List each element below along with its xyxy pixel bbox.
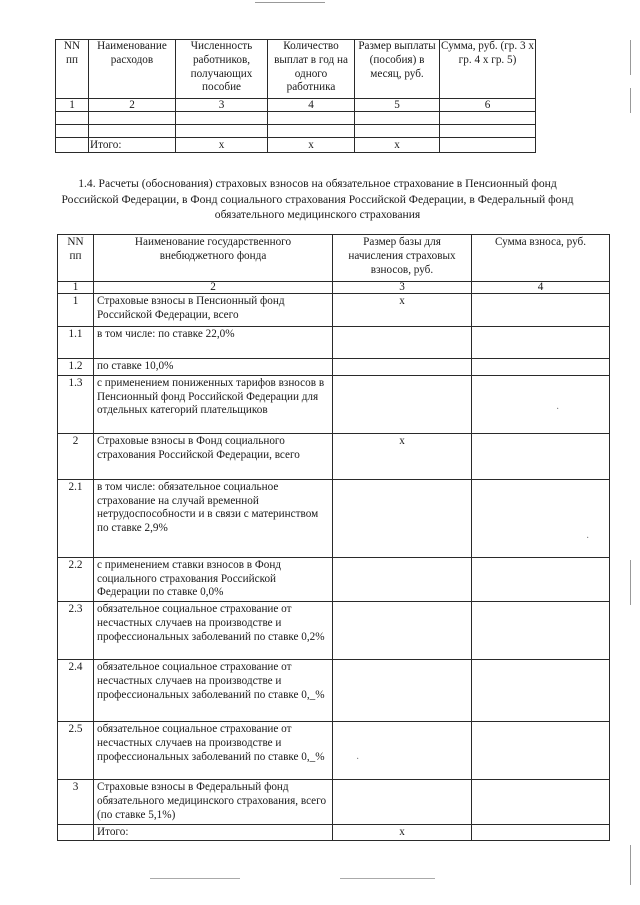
base-value: [333, 780, 472, 824]
scan-mark-right: [630, 845, 631, 885]
row-number: [58, 824, 94, 841]
fund-name: по ставке 10,0%: [94, 359, 333, 376]
table-row: [58, 780, 610, 824]
fund-name: Страховые взносы в Фонд социального страхования Российской Федерации, всего: [94, 433, 333, 479]
table-row: [56, 112, 536, 125]
sum-value: [472, 780, 610, 824]
column-number: 2: [89, 99, 176, 112]
table-header-row: [58, 235, 610, 282]
sum-value: [472, 479, 610, 557]
table-cell: [176, 112, 268, 125]
fund-name: Страховые взносы в Федеральный фонд обязательного медицинского страхования, всего (по ставке 5,1%): [94, 780, 333, 824]
base-value: x: [333, 824, 472, 841]
table-cell: [355, 112, 440, 125]
sum-value: [472, 824, 610, 841]
scan-mark-bottom: [340, 878, 435, 879]
sum-value: [472, 359, 610, 376]
sum-value: [472, 660, 610, 722]
base-value: [333, 479, 472, 557]
row-number: 2.1: [58, 479, 94, 557]
total-cell: [440, 138, 536, 153]
column-number-row: [58, 282, 610, 294]
scan-mark-right: [630, 88, 631, 113]
column-number: 6: [440, 99, 536, 112]
column-number: 1: [56, 99, 89, 112]
scan-dot: ·: [586, 533, 590, 544]
total-cell: [56, 138, 89, 153]
table-row: [58, 375, 610, 433]
table-cell: [56, 112, 89, 125]
table-row: [58, 327, 610, 359]
header-cell-payments-count: Количество выплат в год на одного работника: [268, 40, 355, 99]
base-value: [333, 722, 472, 780]
total-row: [58, 824, 610, 841]
total-cell: x: [355, 138, 440, 153]
fund-name: обязательное социальное страхование от несчастных случаев на производстве и профессиональных заболеваний по ставке 0,_%: [94, 660, 333, 722]
scan-mark-bottom: [150, 878, 240, 879]
header-cell-nn: NN пп: [58, 235, 94, 282]
row-number: 1.2: [58, 359, 94, 376]
section-heading: 1.4. Расчеты (обоснования) страховых взносов на обязательное страхование в Пенсионный фонд Российской Федерации, в Фонд социального страхования Российской Федерации, в Федеральный фонд обязательного медицинского страхования: [61, 177, 574, 221]
header-cell-payment-size: Размер выплаты (пособия) в месяц, руб.: [355, 40, 440, 99]
fund-name: в том числе: обязательное социальное страхование на случай временной нетрудоспособности и в связи с материнством по ставке 2,9%: [94, 479, 333, 557]
table-cell: [355, 125, 440, 138]
row-number: 2.3: [58, 602, 94, 660]
base-value: [333, 375, 472, 433]
table-cell: [176, 125, 268, 138]
row-number: 2.2: [58, 557, 94, 601]
base-value: [333, 327, 472, 359]
table-row: [58, 557, 610, 601]
total-row: [56, 138, 536, 153]
table-row: [58, 602, 610, 660]
table-row: [58, 294, 610, 327]
base-value: [333, 557, 472, 601]
table-row: [58, 359, 610, 376]
header-cell-contribution-sum: Сумма взноса, руб.: [472, 235, 610, 282]
row-number: 3: [58, 780, 94, 824]
base-value: [333, 359, 472, 376]
header-cell-employee-count: Численность работников, получающих пособие: [176, 40, 268, 99]
column-number: 3: [176, 99, 268, 112]
column-number: 1: [58, 282, 94, 294]
row-number: 2.5: [58, 722, 94, 780]
row-number: 2.4: [58, 660, 94, 722]
scan-mark-right: [630, 40, 631, 75]
header-cell-expense-name: Наименование расходов: [89, 40, 176, 99]
header-cell-fund-name: Наименование государственного внебюджетного фонда: [94, 235, 333, 282]
base-value: x: [333, 433, 472, 479]
total-label: Итого:: [89, 138, 176, 153]
header-cell-sum: Сумма, руб. (гр. 3 x гр. 4 x гр. 5): [440, 40, 536, 99]
row-number: 1: [58, 294, 94, 327]
sum-value: [472, 327, 610, 359]
base-value: x: [333, 294, 472, 327]
sum-value: [472, 294, 610, 327]
fund-name: с применением пониженных тарифов взносов в Пенсионный фонд Российской Федерации для отдельных категорий плательщиков: [94, 375, 333, 433]
column-number: 5: [355, 99, 440, 112]
table-cell: [440, 125, 536, 138]
fund-name: с применением ставки взносов в Фонд социального страхования Российской Федерации по ставке 0,0%: [94, 557, 333, 601]
sum-value: [472, 433, 610, 479]
column-number: 4: [268, 99, 355, 112]
fund-name: в том числе: по ставке 22,0%: [94, 327, 333, 359]
total-label: Итого:: [94, 824, 333, 841]
sum-value: [472, 722, 610, 780]
table-row: [58, 660, 610, 722]
fund-name: Страховые взносы в Пенсионный фонд Российской Федерации, всего: [94, 294, 333, 327]
benefits-table: [55, 39, 536, 153]
row-number: 1.3: [58, 375, 94, 433]
table-row: [56, 125, 536, 138]
sum-value: [472, 557, 610, 601]
row-number: 1.1: [58, 327, 94, 359]
table-cell: [268, 125, 355, 138]
header-cell-base-size: Размер базы для начисления страховых взносов, руб.: [333, 235, 472, 282]
table-header-row: [56, 40, 536, 99]
sum-value: [472, 602, 610, 660]
scan-mark-top: [255, 2, 325, 3]
scan-dot: ·: [356, 754, 360, 765]
table-row: [58, 722, 610, 780]
table-cell: [56, 125, 89, 138]
row-number: 2: [58, 433, 94, 479]
base-value: [333, 602, 472, 660]
table-cell: [89, 125, 176, 138]
column-number: 3: [333, 282, 472, 294]
column-number-row: [56, 99, 536, 112]
base-value: [333, 660, 472, 722]
scan-mark-right: [630, 560, 631, 605]
header-cell-nn: NN пп: [56, 40, 89, 99]
sum-value: [472, 375, 610, 433]
table-cell: [440, 112, 536, 125]
table-row: [58, 433, 610, 479]
column-number: 4: [472, 282, 610, 294]
total-cell: x: [268, 138, 355, 153]
table-cell: [268, 112, 355, 125]
column-number: 2: [94, 282, 333, 294]
fund-name: обязательное социальное страхование от несчастных случаев на производстве и профессиональных заболеваний по ставке 0,2%: [94, 602, 333, 660]
scan-dot: ·: [556, 404, 560, 415]
insurance-contributions-table: [57, 234, 610, 841]
fund-name: обязательное социальное страхование от несчастных случаев на производстве и профессиональных заболеваний по ставке 0,_%: [94, 722, 333, 780]
table-row: [58, 479, 610, 557]
table-cell: [89, 112, 176, 125]
total-cell: x: [176, 138, 268, 153]
